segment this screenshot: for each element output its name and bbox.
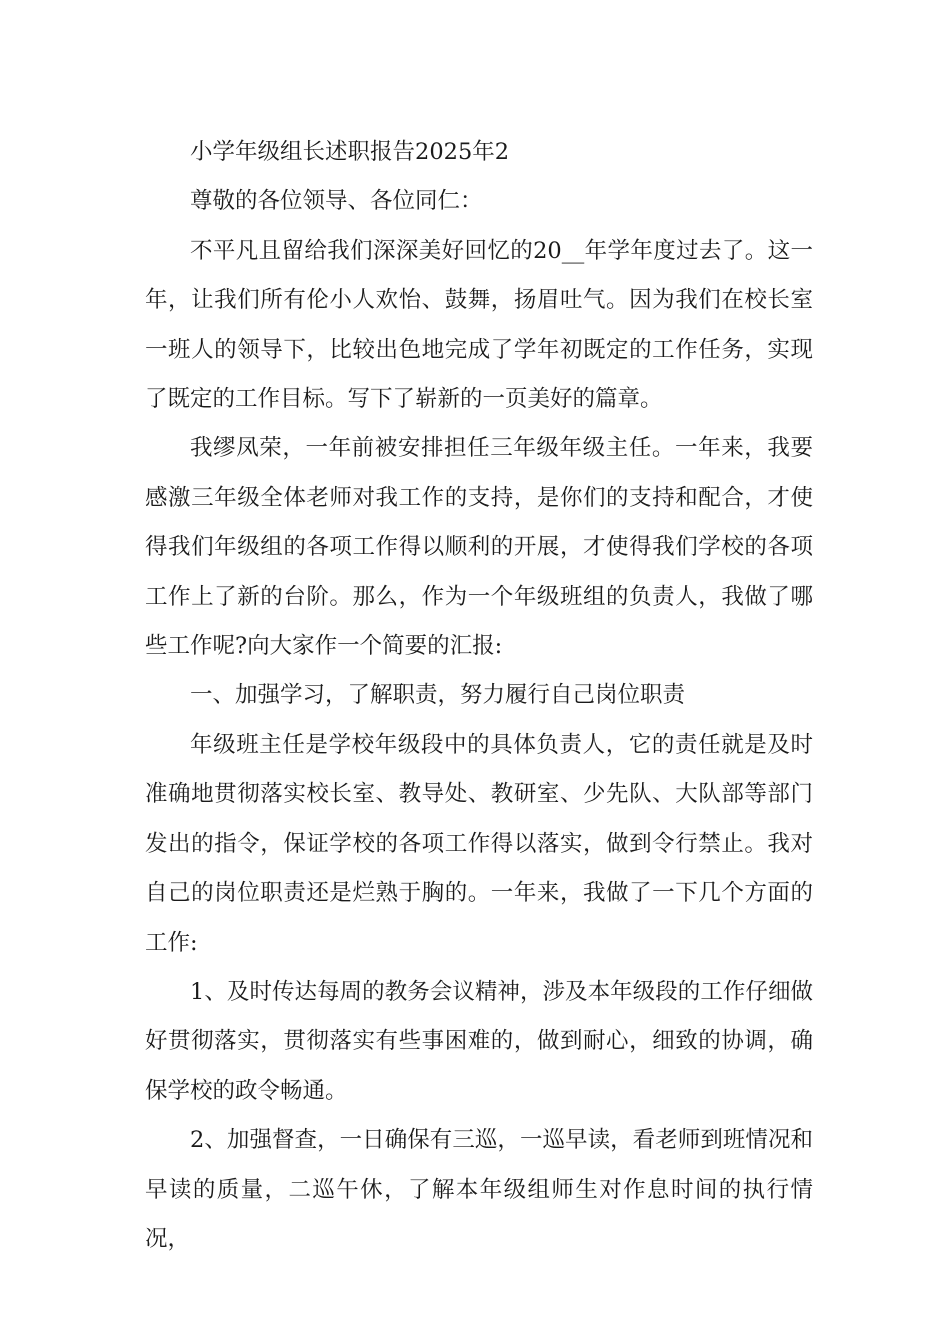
list-item-1: 1、及时传达每周的教务会议精神，涉及本年级段的工作仔细做好贯彻落实，贯彻落实有些事困难的，做到耐心，细致的协调，确保学校的政令畅通。	[145, 978, 813, 1104]
document-body	[145, 128, 813, 1264]
salutation-paragraph: 尊敬的各位领导、各位同仁：	[190, 188, 483, 215]
body-paragraph-self: 我缪凤荣，一年前被安排担任三年级年级主任。一年来，我要感激三年级全体老师对我工作的支持，是你们的支持和配合，才使得我们年级组的各项工作得以顺利的开展，才使得我们学校的各项工作上了新的台阶。那么，作为一个年级班组的负责人，我做了哪些工作呢?向大家作一个简要的汇报:	[145, 435, 813, 660]
section-heading: 一、加强学习，了解职责，努力履行自己岗位职责	[190, 682, 686, 709]
body-paragraph-duties: 年级班主任是学校年级段中的具体负责人，它的责任就是及时准确地贯彻落实校长室、教导处、教研室、少先队、大队部等部门发出的指令，保证学校的各项工作得以落实，做到令行禁止。我对自己的岗位职责还是烂熟于胸的。一年来，我做了一下几个方面的工作:	[145, 731, 813, 956]
list-item-2: 2、加强督查，一日确保有三巡，一巡早读，看老师到班情况和早读的质量，二巡午休，了解本年级组师生对作息时间的执行情况，	[145, 1127, 813, 1252]
body-paragraph-intro: 不平凡且留给我们深深美好回忆的20__年学年度过去了。这一年，让我们所有伦小人欢怡、鼓舞，扬眉吐气。因为我们在校长室一班人的领导下，比较出色地完成了学年初既定的工作任务，实现了既定的工作目标。写下了崭新的一页美好的篇章。	[145, 237, 813, 413]
document-title: 小学年级组长述职报告2025年2	[190, 139, 510, 165]
